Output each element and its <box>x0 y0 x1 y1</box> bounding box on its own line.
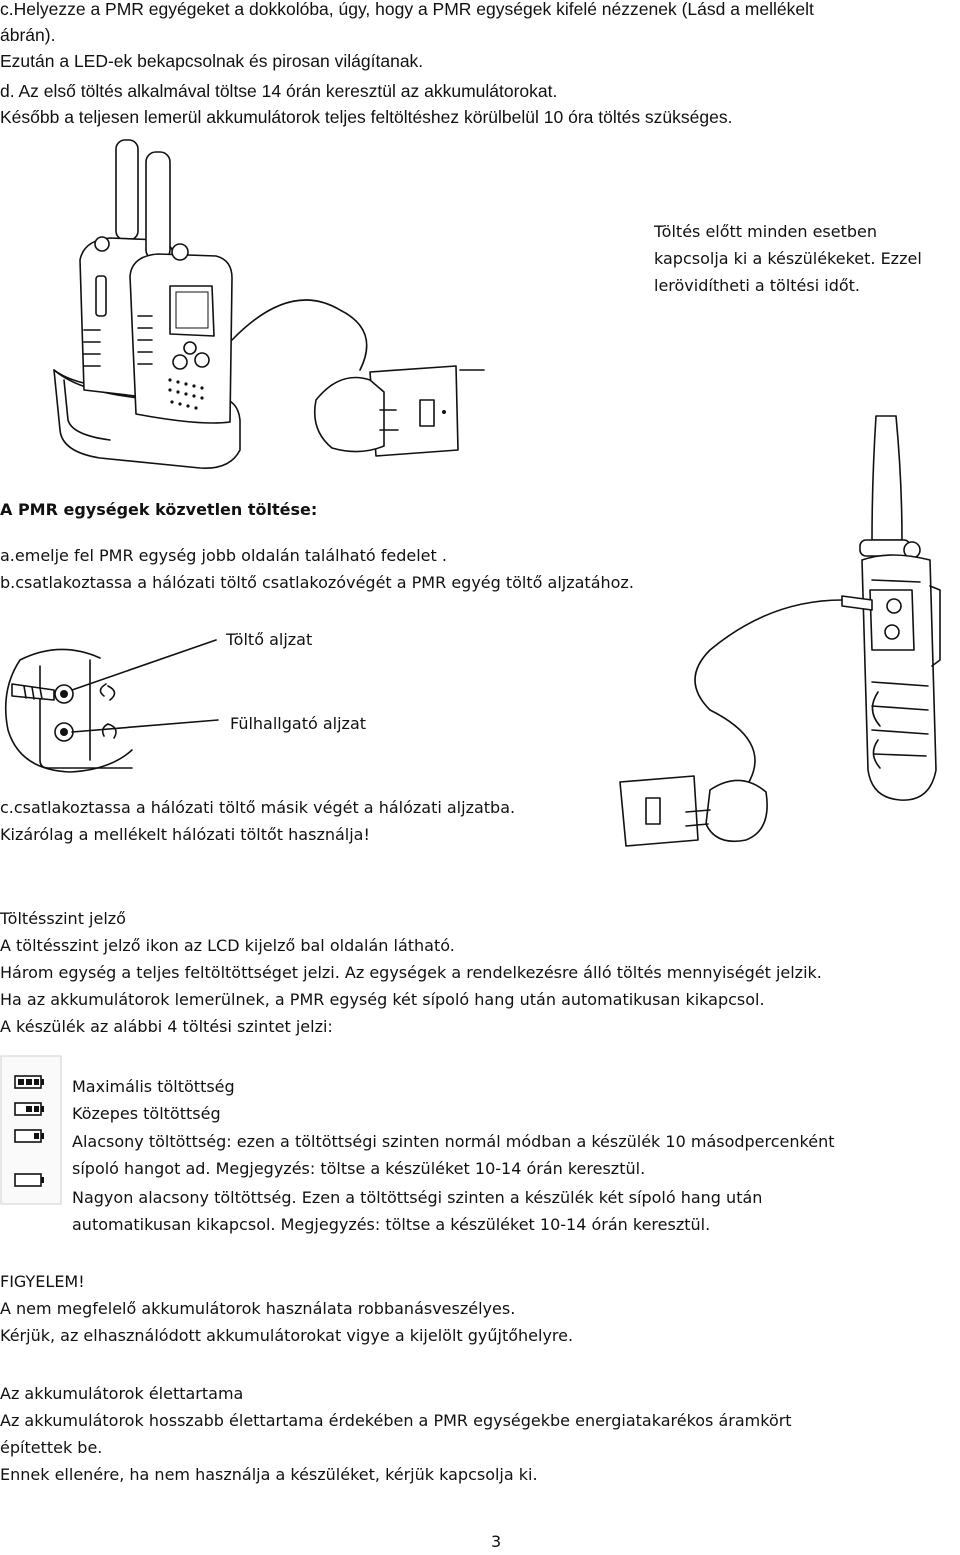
charge-indicator-line3: Ha az akkumulátorok lemerülnek, a PMR egység két sípoló hang után automatikusan kikapcsol. <box>0 990 765 1009</box>
step-c-line2: ábrán). <box>0 25 56 45</box>
attention-title: FIGYELEM! <box>0 1272 85 1291</box>
battery-life-title: Az akkumulátorok élettartama <box>0 1384 244 1403</box>
charge-indicator-line1: A töltésszint jelző ikon az LCD kijelző bal oldalán látható. <box>0 936 455 955</box>
step-c-line3: Ezután a LED-ek bekapcsolnak és pirosan világítanak. <box>0 51 424 71</box>
battery-medium-icon <box>14 1101 46 1117</box>
step-a: a.emelje fel PMR egység jobb oldalán található fedelet . <box>0 546 447 565</box>
battery-full-icon <box>14 1074 46 1090</box>
charge-indicator-line2: Három egység a teljes feltöltöttséget jelzi. Az egységek a rendelkezésre álló töltés mennyiségét jelzik. <box>0 963 822 982</box>
attention-line1: A nem megfelelő akkumulátorok használata robbanásveszélyes. <box>0 1299 516 1318</box>
step-b: b.csatlakoztassa a hálózati töltő csatlakozóvégét a PMR egyég töltő aljzatához. <box>0 573 634 592</box>
attention-line2: Kérjük, az elhasználódott akkumulátorokat vigye a kijelölt gyűjtőhelyre. <box>0 1326 574 1345</box>
charger-socket-label: Töltő aljzat <box>226 630 313 649</box>
level-low-text-line2: sípoló hangot ad. Megjegyzés: töltse a készüléket 10-14 órán keresztül. <box>72 1159 646 1178</box>
dock-note-line3: lerövidítheti a töltési időt. <box>654 276 861 295</box>
docking-station-illustration <box>40 130 500 470</box>
headphone-socket-label: Fülhallgató aljzat <box>230 714 367 733</box>
level-empty-text-line1: Nagyon alacsony töltöttség. Ezen a töltöttségi szinten a készülék két sípoló hang után <box>72 1188 763 1207</box>
direct-charging-heading: A PMR egységek közvetlen töltése: <box>0 500 318 519</box>
step-d-line1: d. Az első töltés alkalmával töltse 14 órán keresztül az akkumulátorokat. <box>0 81 558 101</box>
charge-indicator-line4: A készülék az alábbi 4 töltési szintet jelzi: <box>0 1017 333 1036</box>
socket-closeup-illustration <box>0 620 230 780</box>
level-low-text-line1: Alacsony töltöttség: ezen a töltöttségi szinten normál módban a készülék 10 másodpercenként <box>72 1132 835 1151</box>
dock-note-line2: kapcsolja ki a készülékeket. Ezzel <box>654 249 922 268</box>
battery-life-line1: Az akkumulátorok hosszabb élettartama érdekében a PMR egységekbe energiatakarékos áramkört <box>0 1411 792 1430</box>
level-empty-text-line2: automatikusan kikapcsol. Megjegyzés: töltse a készüléket 10-14 órán keresztül. <box>72 1215 711 1234</box>
battery-life-line3: Ennek ellenére, ha nem használja a készüléket, kérjük kapcsolja ki. <box>0 1465 538 1484</box>
charge-indicator-title: Töltésszint jelző <box>0 909 126 928</box>
step-c-line1: c.Helyezze a PMR egyégeket a dokkolóba, úgy, hogy a PMR egységek kifelé nézzenek (Lásd a mellékelt <box>0 0 814 19</box>
battery-low-icon <box>14 1128 46 1144</box>
step-d-line2: Később a teljesen lemerül akkumulátorok teljes feltöltéshez körülbelül 10 óra töltés szükséges. <box>0 107 733 127</box>
battery-empty-icon <box>14 1172 46 1188</box>
level-medium-text: Közepes töltöttség <box>72 1104 221 1123</box>
level-full-text: Maximális töltöttség <box>72 1077 235 1096</box>
dock-note-line1: Töltés előtt minden esetben <box>654 222 877 241</box>
page-number: 3 <box>491 1532 502 1551</box>
radio-direct-charging-illustration <box>590 410 960 850</box>
charger-warning: Kizárólag a mellékelt hálózati töltőt használja! <box>0 825 370 844</box>
battery-life-line2: építettek be. <box>0 1438 103 1457</box>
step-c: c.csatlakoztassa a hálózati töltő másik végét a hálózati aljzatba. <box>0 798 516 817</box>
